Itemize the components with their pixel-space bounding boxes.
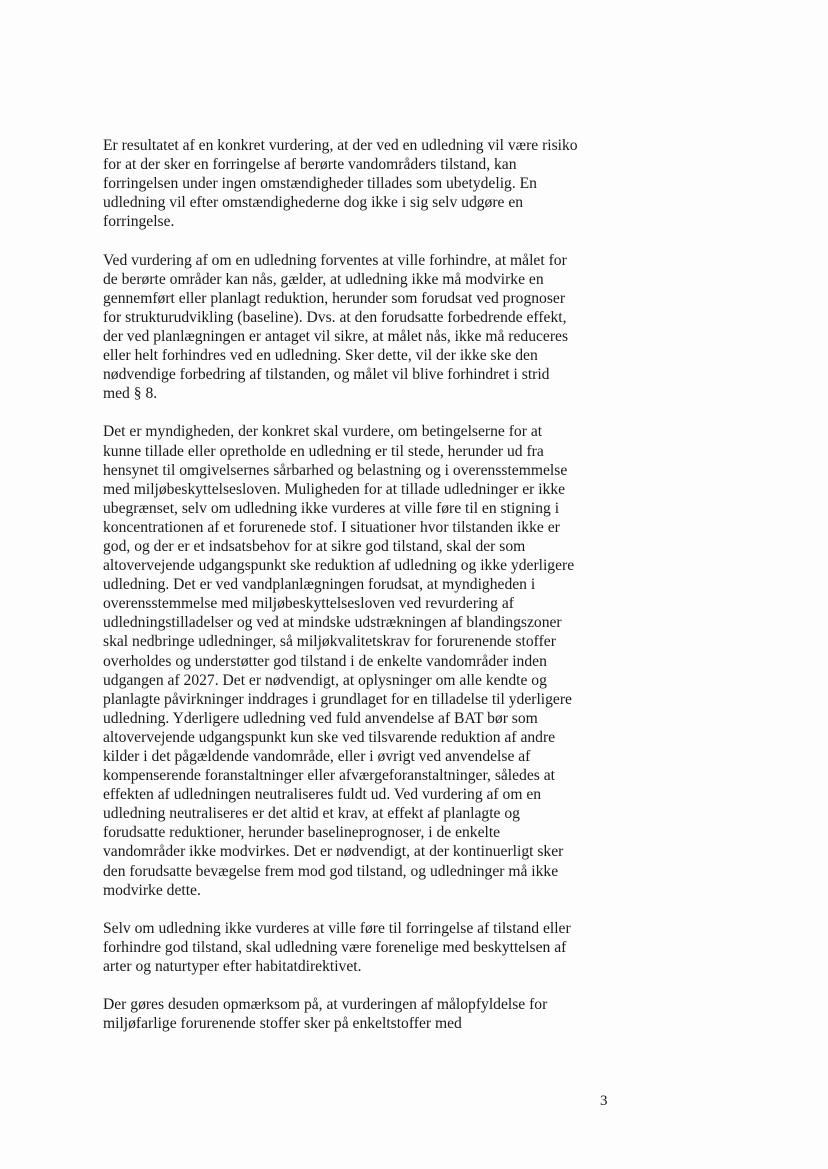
text-line: altovervejende udgangspunkt ske reduktion af udledning og ikke yderligere xyxy=(103,557,575,575)
document-body xyxy=(103,136,623,1053)
text-line: hensynet til omgivelsernes sårbarhed og belastning og i overensstemmelse xyxy=(103,461,568,479)
text-line: Er resultatet af en konkret vurdering, at der ved en udledning vil være risiko xyxy=(103,137,578,154)
text-line: overholdes og understøtter god tilstand i de enkelte vandområder inden xyxy=(103,652,547,670)
text-line: modvirke dette. xyxy=(103,881,201,899)
text-line: med miljøbeskyttelsesloven. Muligheden for at tillade udledninger er ikke xyxy=(103,480,566,498)
text-line: for at der sker en forringelse af berørte vandområders tilstand, kan xyxy=(103,156,517,174)
text-line: Selv om udledning ikke vurderes at ville føre til forringelse af tilstand eller xyxy=(103,919,571,937)
text-line: forringelse. xyxy=(103,213,175,231)
text-line: kilder i det pågældende vandområde, eller i øvrigt ved anvendelse af xyxy=(103,748,531,765)
text-line: udgangen af 2027. Det er nødvendigt, at oplysninger om alle kendte og xyxy=(103,671,547,689)
text-line: udledning vil efter omstændighederne dog ikke i sig selv udgøre en xyxy=(103,194,524,212)
paragraph-1 xyxy=(103,136,623,231)
text-line: god, og der er et indsatsbehov for at sikre god tilstand, skal der som xyxy=(103,537,526,555)
text-line: miljøfarlige forurenende stoffer sker på enkeltstoffer med xyxy=(103,1015,462,1033)
text-line: Ved vurdering af om en udledning forventes at ville forhindre, at målet for xyxy=(103,251,567,269)
text-line: de berørte områder kan nås, gælder, at udledning ikke må modvirke en xyxy=(103,270,544,288)
paragraph-2 xyxy=(103,251,623,404)
text-line: overensstemmelse med miljøbeskyttelsesloven ved revurdering af xyxy=(103,595,514,613)
text-line: kompenserende foranstaltninger eller afværgeforanstaltninger, således at xyxy=(103,767,555,785)
text-line: udledning. Yderligere udledning ved fuld anvendelse af BAT bør som xyxy=(103,709,538,727)
page-number: 3 xyxy=(600,1093,608,1109)
paragraph-3 xyxy=(103,422,623,899)
text-line: udledning neutraliseres er det altid et krav, at effekt af planlagte og xyxy=(103,805,520,823)
text-line: skal nedbringe udledninger, så miljøkvalitetskrav for forurenende stoffer xyxy=(103,633,556,651)
text-line: eller helt forhindres ved en udledning. Sker dette, vil der ikke ske den xyxy=(103,347,538,365)
text-line: altovervejende udgangspunkt kun ske ved tilsvarende reduktion af andre xyxy=(103,728,556,746)
text-line: vandområder ikke modvirkes. Det er nødvendigt, at der kontinuerligt sker xyxy=(103,843,564,861)
text-line: arter og naturtyper efter habitatdirektivet. xyxy=(103,958,362,976)
text-line: for strukturudvikling (baseline). Dvs. at den forudsatte forbedrende effekt, xyxy=(103,308,567,326)
text-line: Der gøres desuden opmærksom på, at vurderingen af målopfyldelse for xyxy=(103,996,548,1014)
text-line: udledningstilladelser og ved at mindske udstrækningen af blandingszoner xyxy=(103,614,562,632)
text-line: Det er myndigheden, der konkret skal vurdere, om betingelserne for at xyxy=(103,423,543,441)
text-line: forhindre god tilstand, skal udledning være forenelige med beskyttelsen af xyxy=(103,938,567,956)
text-line: udledning. Det er ved vandplanlægningen forudsat, at myndigheden i xyxy=(103,576,536,594)
text-line: den forudsatte bevægelse frem mod god tilstand, og udledninger må ikke xyxy=(103,862,559,880)
paragraph-4 xyxy=(103,919,623,976)
text-line: kunne tillade eller opretholde en udledning er til stede, herunder ud fra xyxy=(103,442,544,460)
text-line: forudsatte reduktioner, herunder baselineprognoser, i de enkelte xyxy=(103,824,501,842)
text-line: planlagte påvirkninger inddrages i grundlaget for en tilladelse til yderligere xyxy=(103,690,572,708)
paragraph-5 xyxy=(103,995,623,1033)
text-line: nødvendige forbedring af tilstanden, og målet vil blive forhindret i strid xyxy=(103,366,550,384)
text-line: der ved planlægningen er antaget vil sikre, at målet nås, ikke må reduceres xyxy=(103,327,569,345)
text-line: ubegrænset, selv om udledning ikke vurderes at ville føre til en stigning i xyxy=(103,499,560,517)
text-line: koncentrationen af et forurenede stof. I situationer hvor tilstanden ikke er xyxy=(103,518,560,536)
text-line: gennemført eller planlagt reduktion, herunder som forudsat ved prognoser xyxy=(103,289,566,307)
text-line: med § 8. xyxy=(103,385,158,403)
text-line: forringelsen under ingen omstændigheder tillades som ubetydelig. En xyxy=(103,175,537,193)
text-line: effekten af udledningen neutraliseres fuldt ud. Ved vurdering af om en xyxy=(103,786,542,804)
